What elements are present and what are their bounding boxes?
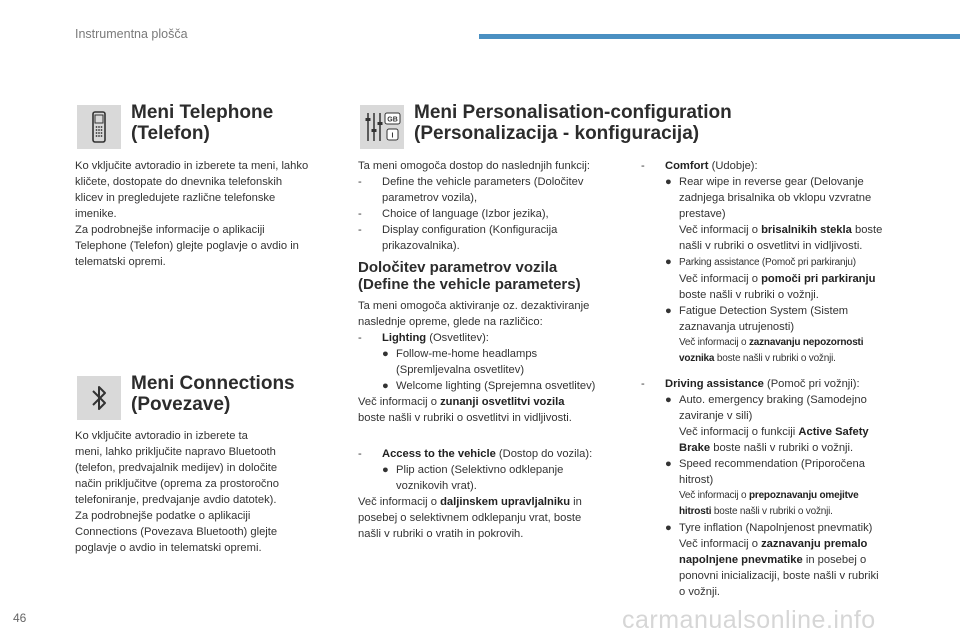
bluetooth-icon	[77, 376, 121, 420]
badge-gb: GB	[387, 116, 398, 124]
personalisation-intro: Ta meni omogoča dostop do naslednjih funkcij: - Define the vehicle parameters (Določitev parametrov vozila), - Choice of language (Izbor jezika), - Display configuration (Konfiguracija prikazovalnika).	[358, 160, 590, 252]
personalisation-title: Meni Personalisation-configuration (Personalizacija - konfiguracija)	[414, 102, 732, 144]
settings-sliders-icon	[360, 105, 404, 149]
connections-body: Ko vključite avtoradio in izberete ta meni, lahko priključite napravo Bluetooth (telefon, predvajalnik medijev) in določite način priključitve (oprema za prostoročno telefoniranje, predvajanje avdio datotek). Za podrobnejše podatke o aplikaciji Connections (Povezava Bluetooth) glejte poglavje o avdio in telematski opremi.	[75, 430, 279, 554]
page-number: 46	[13, 611, 27, 625]
phone-icon	[77, 105, 121, 149]
driving-body: - Driving assistance (Pomoč pri vožnji): ● Auto. emergency braking (Samodejno zaviranje v sili) Več informacij o funkciji Active Safety Brake boste našli v rubriki o vožnji. ● Speed recommendation (Priporočena hitrost) Več informacij o prepoznavanju omejitve hitrosti boste našli v rubriki o vožnji. ● Tyre inflation (Napolnjenost pnevmatik) Več informacij o zaznavanju premalo napolnjene pnevmatike in posebej o ponovni inicializaciji, boste našli v rubriki o vožnji.	[641, 378, 879, 598]
telephone-title: Meni Telephone (Telefon)	[131, 102, 274, 144]
comfort-body: - Comfort (Udobje): ● Rear wipe in reverse gear (Delovanje zadnjega brisalnika ob vklopu vzvratne prestave) Več informacij o brisalnikih stekla boste našli v rubriki o osvetlitvi in vidljivosti. ● Parking assistance (Pomoč pri parkiranju) Več informacij o pomoči pri parkiranju boste našli v rubriki o vožnji. ● Fatigue Detection System (Sistem zaznavanja utrujenosti) Več informacij o zaznavanju nepozornosti voznika boste našli v rubriki o vožnji.	[641, 160, 883, 364]
running-header: Instrumentna plošča	[75, 27, 188, 41]
define-body: Ta meni omogoča aktiviranje oz. dezaktiviranje naslednje opreme, glede na različico: - Lighting (Osvetlitev): ● Follow-me-home headlamps (Spremljevalna osvetlitev) ● Welcome lighting (Sprejemna osvetlitev) Več informacij o zunanji osvetlitvi vozila boste našli v rubriki o osvetlitvi in vidljivosti.	[358, 300, 596, 424]
telephone-body: Ko vključite avtoradio in izberete ta meni, lahko kličete, dostopate do dnevnika telefonskih klicev in pregledujete različne telefonske imenike. Za podrobnejše informacije o aplikaciji Telephone (Telefon) glejte poglavje o avdio in telematski opremi.	[75, 160, 309, 268]
header-accent-bar	[479, 34, 960, 39]
watermark: carmanualsonline.info	[622, 606, 876, 634]
badge-i: I	[391, 132, 394, 140]
connections-title: Meni Connections (Povezave)	[131, 373, 295, 415]
access-body: - Access to the vehicle (Dostop do vozila): ● Plip action (Selektivno odklepanje voznikovih vrat). Več informacij o daljinskem upravljalniku in posebej o selektivnem odklepanju vrat, boste našli v rubriki o vratih in pokrovih.	[358, 448, 593, 540]
define-title: Določitev parametrov vozila (Define the vehicle parameters)	[358, 259, 581, 293]
